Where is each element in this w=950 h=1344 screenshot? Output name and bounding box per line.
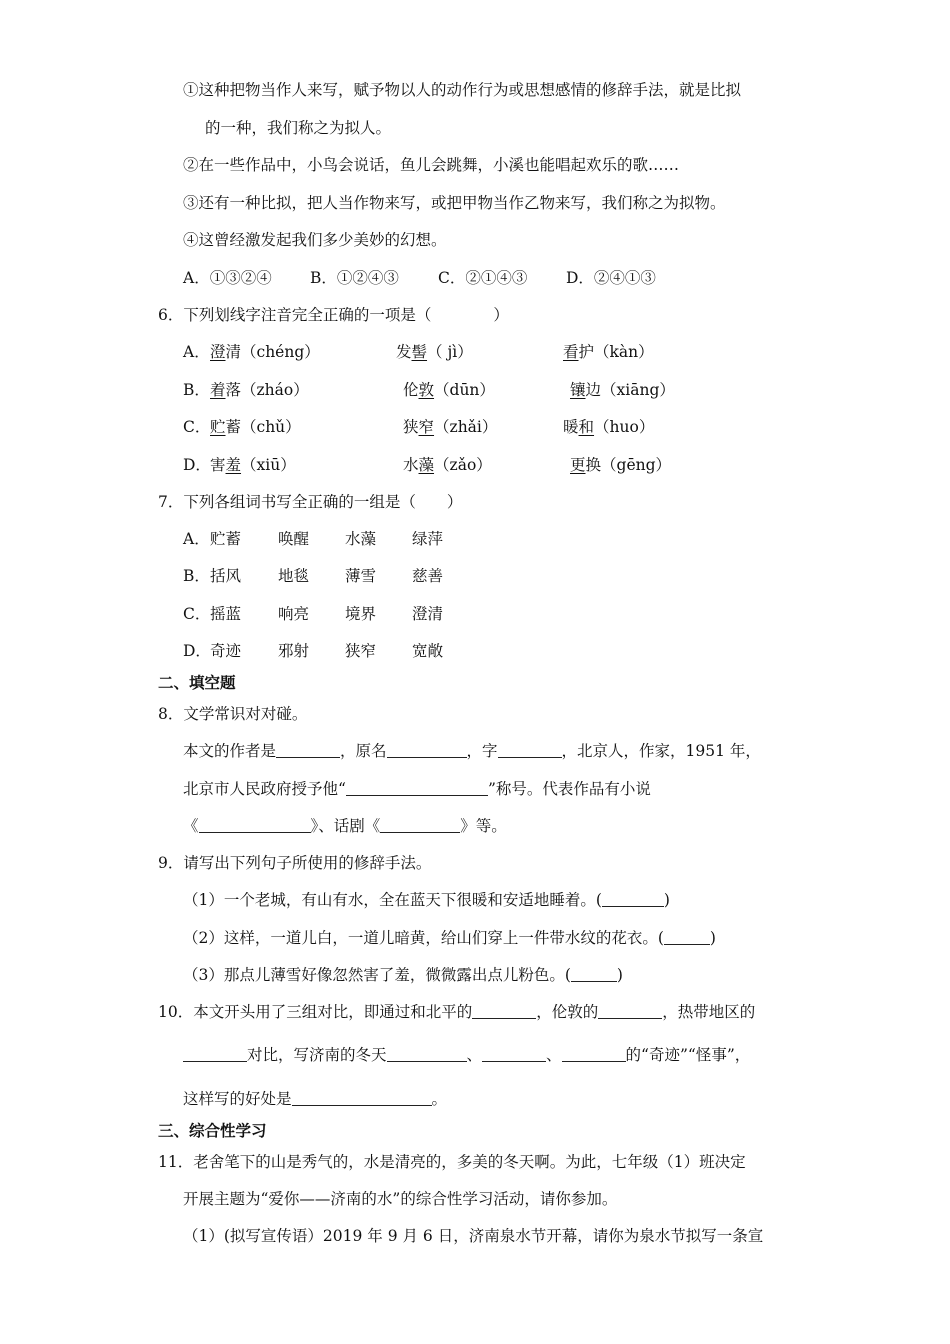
q6-stem: 6．下列划线字注音完全正确的一项是（ ） <box>158 306 509 324</box>
q7-word: 水藻 <box>345 530 377 548</box>
q10-line-3: 这样写的好处是 。 <box>183 1090 448 1108</box>
blank-feature-3[interactable] <box>562 1046 626 1062</box>
q9-sentence-2: （2）这样，一道儿白，一道儿暗黄，给山们穿上一件带水纹的花衣。( ) <box>183 929 716 947</box>
q10-line-2: 对比，写济南的冬天 、 、 的“奇迹”“怪事”， <box>183 1045 750 1065</box>
q10-line-1: 10．本文开头用了三组对比，即通过和北平的 ，伦敦的 ，热带地区的 <box>158 1003 756 1021</box>
q7-row-label: D． <box>183 642 211 660</box>
q7-word: 宽敞 <box>412 642 444 660</box>
q7-word: 地毯 <box>278 567 310 585</box>
blank-courtesy-name[interactable] <box>498 742 562 758</box>
sentence-1-cont: 的一种，我们称之为拟人。 <box>205 119 392 137</box>
blank-novel[interactable] <box>199 817 311 833</box>
sentence-2: ②在一些作品中，小鸟会说话，鱼儿会跳舞，小溪也能唱起欢乐的歌…… <box>183 156 680 174</box>
q9-sentence-3: （3）那点儿薄雪好像忽然害了羞，微微露出点儿粉色。( ) <box>183 966 623 984</box>
sentence-4: ④这曾经激发起我们多少美妙的幻想。 <box>183 231 447 249</box>
q9-sentence-1: （1）一个老城，有山有水，全在蓝天下很暖和安适地睡着。( ) <box>183 891 670 909</box>
q6-item: 发髻（ jì） <box>396 343 473 361</box>
q7-word: 绿萍 <box>412 530 444 548</box>
q7-word: 贮蓄 <box>210 530 242 548</box>
q6-item: 镶边（xiāng） <box>570 381 675 399</box>
blank-rhetoric-1[interactable] <box>602 891 664 907</box>
blank-play[interactable] <box>380 817 460 833</box>
blank-original-name[interactable] <box>387 742 467 758</box>
q7-word: 奇迹 <box>210 642 242 660</box>
sentence-1: ①这种把物当作人来写，赋予物以人的动作行为或思想感情的修辞手法，就是比拟 <box>183 81 742 99</box>
blank-benefit[interactable] <box>292 1090 432 1106</box>
q6-item: 暖和（huo） <box>563 418 655 436</box>
q7-word: 澄清 <box>412 605 444 623</box>
q7-row-label: B． <box>183 567 210 585</box>
blank-feature-1[interactable] <box>387 1046 467 1062</box>
q7-row-label: C． <box>183 605 211 623</box>
q6-row-label: A． <box>183 343 210 361</box>
q6-row-label: D． <box>183 456 211 474</box>
blank-tropics[interactable] <box>183 1046 247 1062</box>
sentence-3: ③还有一种比拟，把人当作物来写，或把甲物当作乙物来写，我们称之为拟物。 <box>183 194 726 212</box>
blank-feature-2[interactable] <box>482 1046 546 1062</box>
q9-stem: 9．请写出下列句子所使用的修辞手法。 <box>158 854 432 872</box>
q7-word: 狭窄 <box>345 642 377 660</box>
q6-item: 贮蓄（chǔ） <box>210 418 301 436</box>
q6-item: 水藻（zǎo） <box>403 456 492 474</box>
q7-word: 括风 <box>210 567 242 585</box>
q8-line-2: 北京市人民政府授予他“ ”称号。代表作品有小说 <box>183 780 651 798</box>
blank-rhetoric-3[interactable] <box>571 966 617 982</box>
q8-line-1: 本文的作者是 ，原名 ，字 ，北京人，作家，1951 年， <box>183 742 761 760</box>
q11-line-2: 开展主题为“爱你——济南的水”的综合性学习活动，请你参加。 <box>183 1190 618 1208</box>
q5-option-b: B．①②④③ <box>310 269 399 287</box>
q6-row-label: B． <box>183 381 210 399</box>
q8-line-3: 《 》、话剧《 》等。 <box>183 817 507 835</box>
blank-london[interactable] <box>598 1003 662 1019</box>
q11-line-1: 11．老舍笔下的山是秀气的，水是清亮的，多美的冬天啊。为此，七年级（1）班决定 <box>158 1153 746 1171</box>
q7-stem: 7．下列各组词书写全正确的一组是（ ） <box>158 493 463 511</box>
q7-row-label: A． <box>183 530 210 548</box>
q7-word: 薄雪 <box>345 567 377 585</box>
q7-word: 唤醒 <box>278 530 310 548</box>
section-heading-fill-blank: 二、填空题 <box>158 674 236 692</box>
q5-option-d: D．②④①③ <box>566 269 656 287</box>
q6-item: 狭窄（zhǎi） <box>403 418 498 436</box>
q5-option-c: C．②①④③ <box>438 269 528 287</box>
q8-stem: 8．文学常识对对碰。 <box>158 705 308 723</box>
q6-row-label: C． <box>183 418 211 436</box>
q7-word: 响亮 <box>278 605 310 623</box>
blank-honor-title[interactable] <box>346 780 488 796</box>
q7-word: 摇蓝 <box>210 605 242 623</box>
q11-line-3: （1）(拟写宣传语）2019 年 9 月 6 日，济南泉水节开幕，请你为泉水节拟写一条宣 <box>183 1227 764 1245</box>
q6-item: 着落（zháo） <box>210 381 309 399</box>
q5-option-a: A．①③②④ <box>183 269 272 287</box>
blank-beiping[interactable] <box>472 1003 536 1019</box>
blank-author[interactable] <box>276 742 340 758</box>
q7-word: 邪射 <box>278 642 310 660</box>
q6-item: 害羞（xiū） <box>210 456 296 474</box>
q6-item: 更换（gēng） <box>570 456 672 474</box>
section-heading-comprehensive: 三、综合性学习 <box>158 1122 267 1140</box>
q6-item: 澄清（chéng） <box>210 343 320 361</box>
q7-word: 境界 <box>345 605 377 623</box>
q6-item: 伦敦（dūn） <box>403 381 495 399</box>
q7-word: 慈善 <box>412 567 444 585</box>
blank-rhetoric-2[interactable] <box>664 929 710 945</box>
q6-item: 看护（kàn） <box>563 343 654 361</box>
